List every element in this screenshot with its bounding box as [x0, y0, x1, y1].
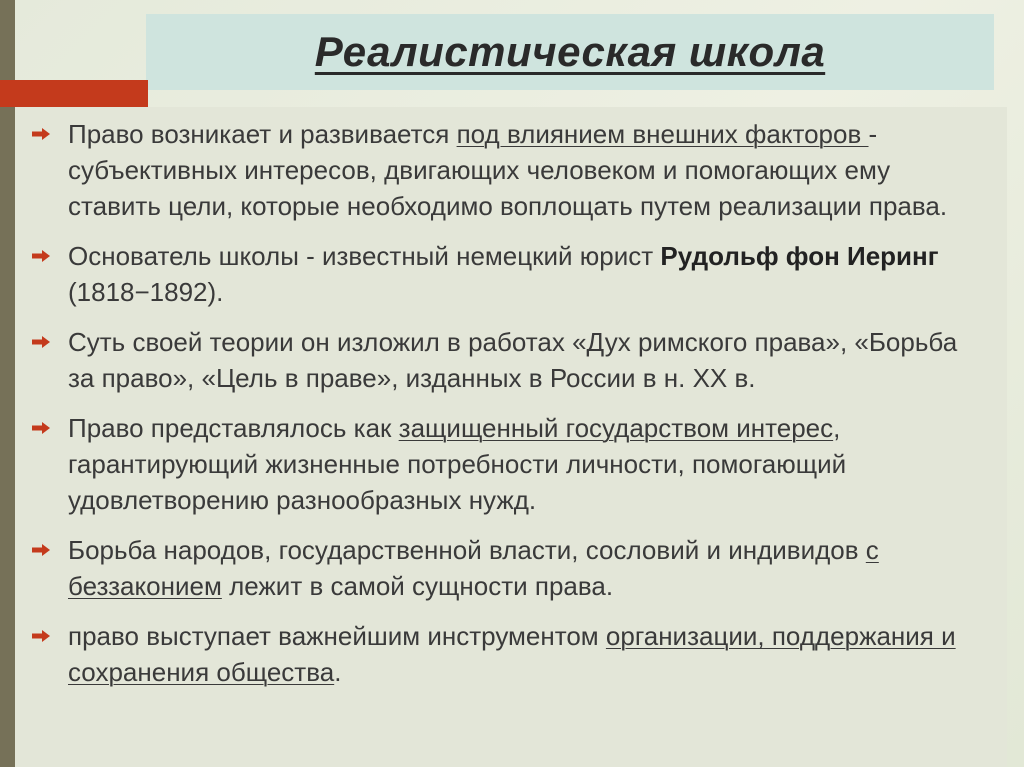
- arrow-right-icon: [32, 336, 50, 348]
- arrow-right-icon: [32, 250, 50, 262]
- arrow-right-icon: [32, 128, 50, 140]
- arrow-right-icon: [32, 544, 50, 556]
- bullet-text-underlined: под влиянием внешних факторов: [456, 119, 869, 149]
- bullet-text-bold: Рудольф фон Иеринг: [660, 241, 939, 271]
- bullet-text: право выступает важнейшим инструментом: [68, 621, 606, 651]
- bullet-text: Суть своей теории он изложил в работах «Дух римского права», «Борьба за право», «Цель в праве», изданных в России в н. XX в.: [68, 327, 958, 393]
- bullet-text: Право представлялось как: [68, 413, 399, 443]
- bullet-item-6: [30, 618, 990, 690]
- bullet-text-underlined: защищенный государством интерес: [398, 413, 834, 443]
- bullet-item-1: [30, 116, 990, 224]
- bullet-text: (1818−1892).: [68, 277, 224, 307]
- bullet-text-underlined: с беззаконием: [68, 535, 879, 601]
- bullet-item-2: [30, 238, 990, 310]
- bullet-text: лежит в самой сущности права.: [221, 571, 614, 601]
- bullet-text: .: [334, 657, 342, 687]
- accent-bar: [0, 80, 148, 107]
- bullet-text: , гарантирующий жизненные потребности личности, помогающий удовлетворению разнообразных нужд.: [68, 413, 847, 515]
- bullet-list: [30, 116, 990, 704]
- bullet-text: Основатель школы - известный немецкий юрист: [68, 241, 661, 271]
- arrow-right-icon: [32, 630, 50, 642]
- bullet-text: Право возникает и развивается: [68, 119, 457, 149]
- left-side-bar: [0, 0, 15, 767]
- bullet-item-4: [30, 410, 990, 518]
- bullet-item-3: [30, 324, 990, 396]
- bullet-text: - субъективных интересов, двигающих человеком и помогающих ему ставить цели, которые необходимо воплощать путем реализации права.: [68, 119, 948, 221]
- bullet-item-5: [30, 532, 990, 604]
- slide-title: Реалистическая школа: [314, 28, 826, 75]
- bullet-text: Борьба народов, государственной власти, сословий и индивидов: [68, 535, 866, 565]
- bullet-text-underlined: организации, поддержания и сохранения общества: [68, 621, 956, 687]
- arrow-right-icon: [32, 422, 50, 434]
